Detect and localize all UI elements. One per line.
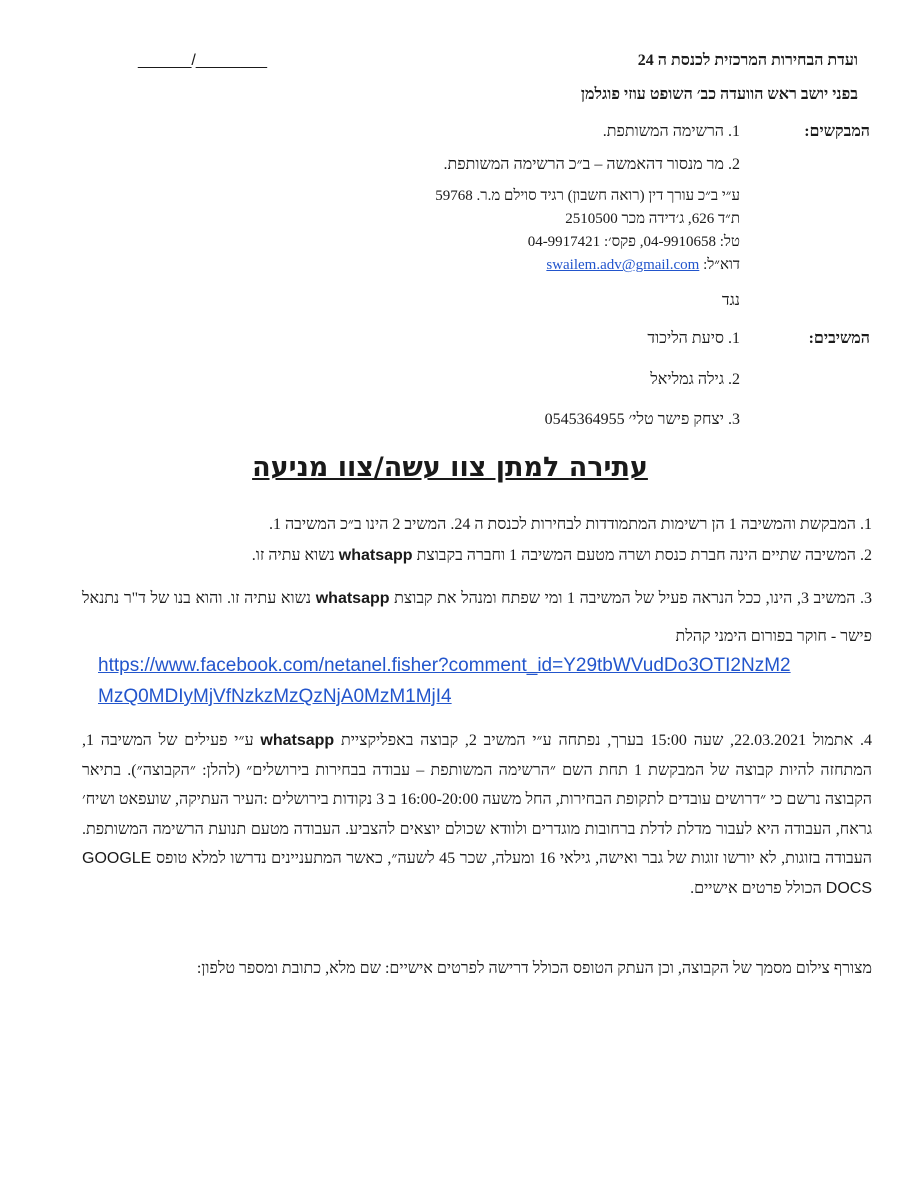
paragraph-2-tail: נשוא עתיה זו. [251,547,335,564]
committee-header: ועדת הבחירות המרכזית לכנסת ה 24 [637,52,858,69]
counsel-line: ע״י ב״כ עורך דין (רואה חשבון) רגיד סוילם מ.ר. 59768 [435,188,740,204]
signature-line: ______/________ [138,52,268,69]
address-line: ת״ד 626, ג׳דידה מכר 2510500 [565,211,740,227]
phone-line: טל: 04-9910658, פקס׳: 04-9917421 [527,234,740,250]
paragraph-4-body: ע״י פעילים של המשיבה 1, המתחזה להיות קבוצה של המבקשת 1 תחת השם ״הרשימה המשותפת – עבודה בבחירות בירושלים״ (להלן: ״הקבוצה״). בתיאר הקבוצה נרשם כי ״דרושים עובדים לתקופת הבחירות, החל משעה 16:00-20:00 ב 3 נקודות בירושלים :העיר העתיקה, שועפאט ושיח׳ גראח, העבודה היא לעבור מדלת לדלת ברחובות מוגדרים ולוודא שכולם יוצאים להצביע. העבודה מטעם תנועת הרשימה המשותפת. העבודה בזוגות, לא יורשו זוגות של גבר ואישה, גילאי 16 ומעלה, שכר 45 לשעה״, כאשר המתעניינים נדרשו למלא טופס [82,732,873,867]
requesters-label: המבקשים: [804,123,870,140]
google-docs-term: GOOGLE DOCS [82,850,872,897]
paragraph-3 [82,580,872,656]
respondent-1: 1. סיעת הליכוד [647,330,740,347]
paragraph-4-tail: הכולל פרטים אישיים. [690,879,822,897]
document-title: עתירה למתן צוו עשה/צוו מניעה [252,452,648,483]
email-label: דוא״ל: [703,257,740,273]
email-link[interactable]: swailem.adv@gmail.com [546,257,700,273]
facebook-link-line-2[interactable]: MzQ0MDIyMjVfNzkzMzQzNjA0MzM1MjI4 [98,686,452,707]
paragraph-4-text: 4. אתמול 22.03.2021, שעה 15:00 בערך, נפתחה ע״י המשיב 2, קבוצה באפליקציית [340,732,873,749]
judge-line: בפני יושב ראש הוועדה כב׳ השופט עוזי פוגלמן [580,86,858,103]
respondent-2: 2. גילה גמליאל [650,371,740,388]
whatsapp-term: whatsapp [260,732,335,749]
whatsapp-term: whatsapp [338,547,413,564]
paragraph-5: מצורף צילום מסמך של הקבוצה, וכן העתק הטופס הכולל דרישה לפרטים אישיים: שם מלא, כתובת ומספר טלפון: [196,960,872,977]
respondent-3: 3. יצחק פישר טלי׳ 0545364955 [544,411,740,428]
facebook-link-line-1[interactable]: https://www.facebook.com/netanel.fisher?comment_id=Y29tbWVudDo3OTI2NzM2 [98,655,791,676]
paragraph-2-text: 2. המשיבה שתיים הינה חברת כנסת ושרה מטעם המשיבה 1 וחברה בקבוצת [416,547,872,564]
whatsapp-term: whatsapp [315,590,390,607]
paragraph-3-tail: נשוא עתיה זו. והוא בנו של ד"ר נתנאל פישר - חוקר בפורום הימני קהלת [82,590,872,645]
versus-label: נגד [721,292,740,309]
requester-1: 1. הרשימה המשותפת. [602,123,740,140]
requester-2: 2. מר מנסור דהאמשה – ב״כ הרשימה המשותפת. [443,156,740,173]
paragraph-3-text: 3. המשיב 3, הינו, ככל הנראה פעיל של המשיבה 1 ומי שפתח ומנהל את קבוצת [394,590,873,607]
paragraph-1: 1. המבקשת והמשיבה 1 הן רשימות המתמודדות לבחירות לכנסת ה 24. המשיב 2 הינו ב״כ המשיבה 1. [268,516,872,533]
respondents-label: המשיבים: [808,330,870,347]
paragraph-4 [82,726,872,903]
paragraph-2 [82,541,872,571]
email-line [546,257,740,274]
